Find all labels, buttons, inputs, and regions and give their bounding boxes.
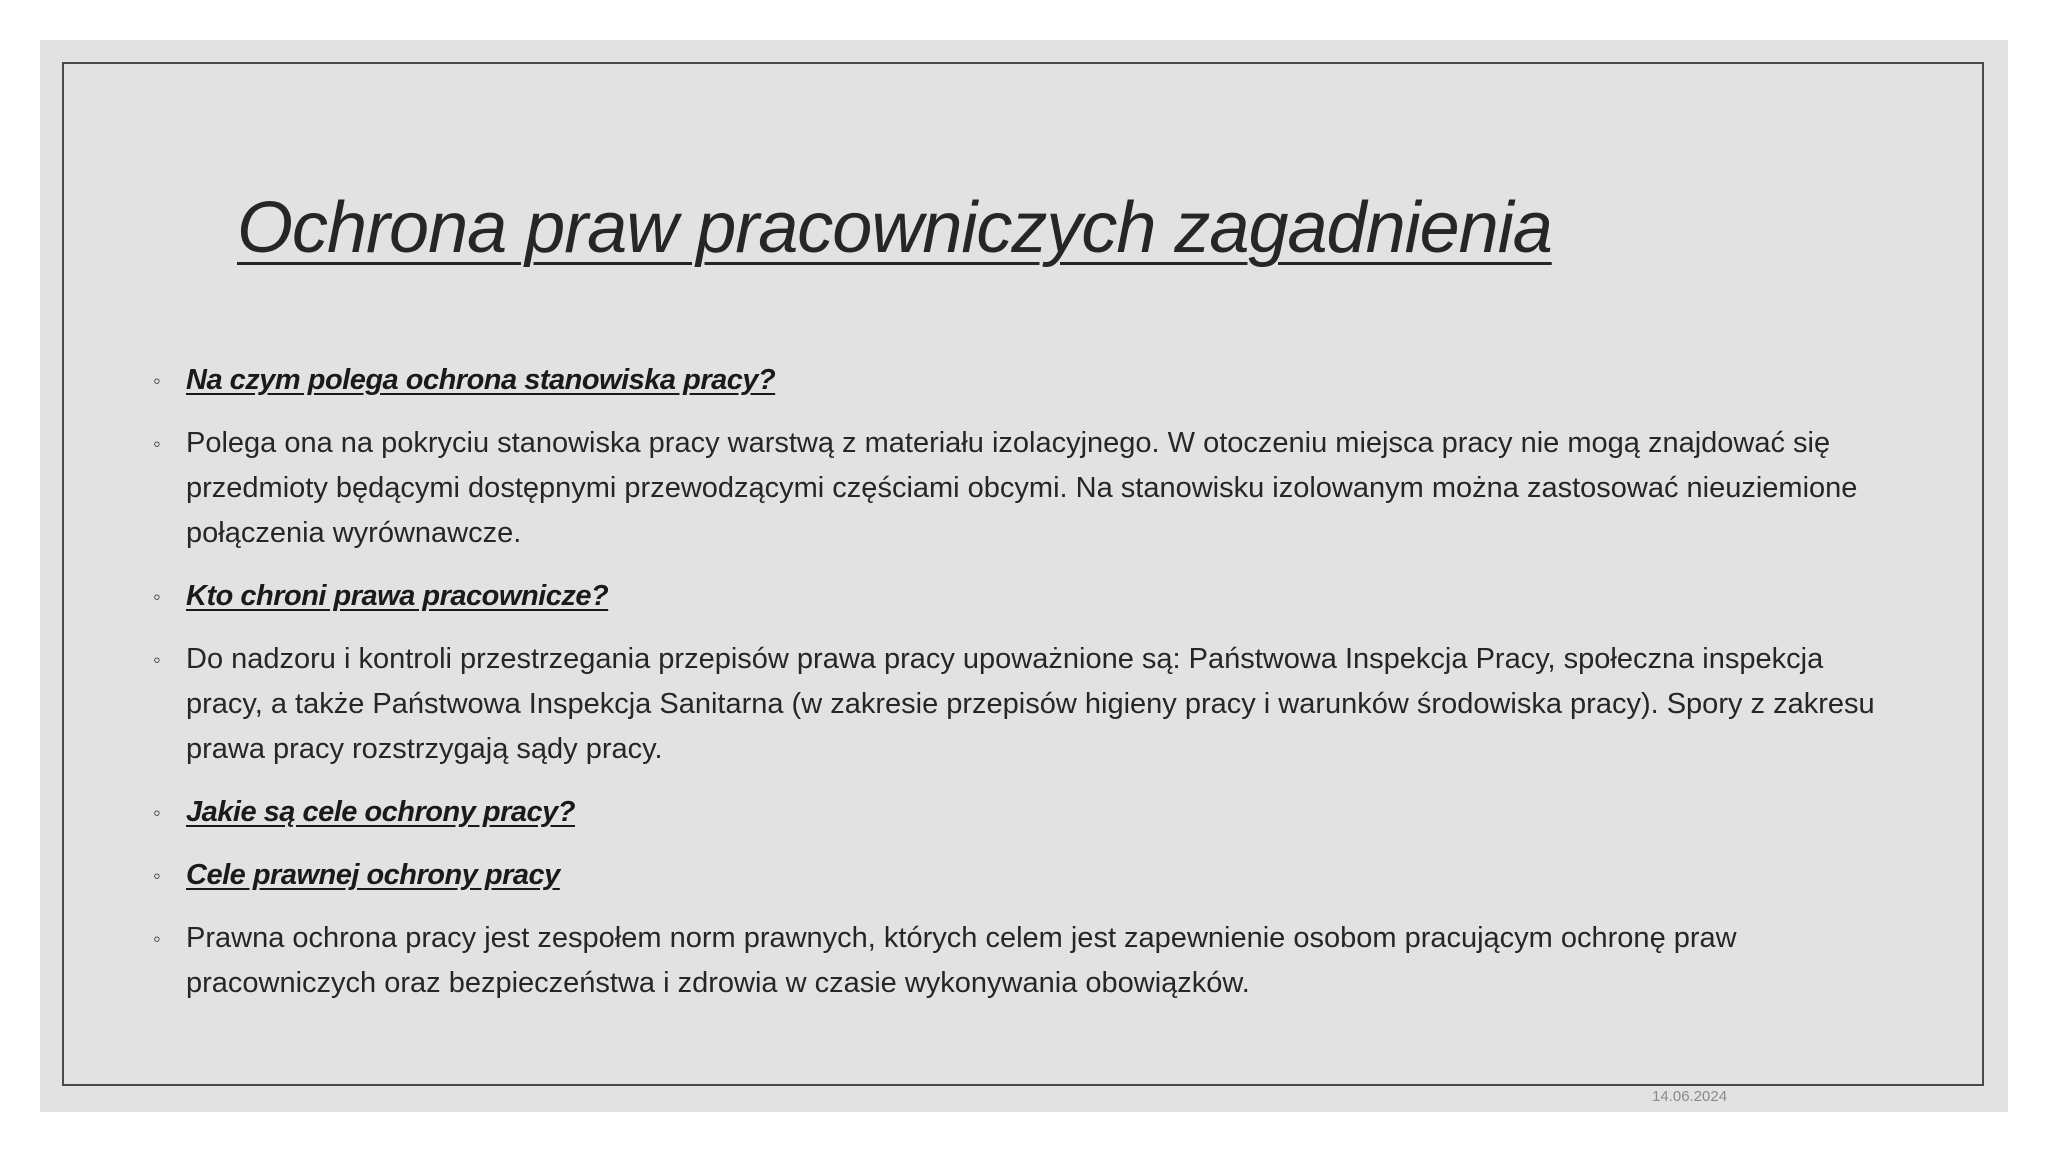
question-heading: Na czym polega ochrona stanowiska pracy? xyxy=(186,364,776,396)
answer-text: Prawna ochrona pracy jest zespołem norm prawnych, których celem jest zapewnienie osobom pracującym ochronę praw pracowniczych oraz bezpieczeństwa i zdrowia w czasie wykonywania obowiązków. xyxy=(186,922,1737,999)
bullet-item xyxy=(153,637,1893,772)
bullet-list xyxy=(153,358,1893,1024)
answer-text: Polega ona na pokryciu stanowiska pracy warstwą z materiału izolacyjnego. W otoczeniu miejsca pracy nie mogą znajdować się przedmioty będącymi dostępnymi przewodzącymi częściami obcymi. Na stanowisku izolowanym można zastosować nieuziemione połączenia wyrównawcze. xyxy=(186,427,1858,549)
bullet-circle-icon: ◦ xyxy=(153,647,161,672)
slide-date: 14.06.2024 xyxy=(1652,1088,1728,1105)
answer-text: Do nadzoru i kontroli przestrzegania przepisów prawa pracy upoważnione są: Państwowa Inspekcja Pracy, społeczna inspekcja pracy, a także Państwowa Inspekcja Sanitarna (w zakresie przepisów higieny pracy i warunków środowiska pracy). Spory z zakresu prawa pracy rozstrzygają sądy pracy. xyxy=(186,643,1875,765)
slide-title: Ochrona praw pracowniczych zagadnienia xyxy=(237,188,1552,268)
bullet-item xyxy=(153,421,1893,556)
bullet-circle-icon: ◦ xyxy=(153,926,161,951)
bullet-circle-icon: ◦ xyxy=(153,584,161,609)
question-heading: Cele prawnej ochrony pracy xyxy=(186,859,560,891)
bullet-item xyxy=(153,574,1893,619)
bullet-item xyxy=(153,916,1893,1006)
bullet-circle-icon: ◦ xyxy=(153,800,161,825)
question-heading: Kto chroni prawa pracownicze? xyxy=(186,580,609,612)
bullet-circle-icon: ◦ xyxy=(153,863,161,888)
bullet-item xyxy=(153,853,1893,898)
bullet-item xyxy=(153,358,1893,403)
bullet-circle-icon: ◦ xyxy=(153,431,161,456)
bullet-item xyxy=(153,790,1893,835)
slide xyxy=(40,40,2008,1112)
question-heading: Jakie są cele ochrony pracy? xyxy=(186,796,575,828)
bullet-circle-icon: ◦ xyxy=(153,368,161,393)
